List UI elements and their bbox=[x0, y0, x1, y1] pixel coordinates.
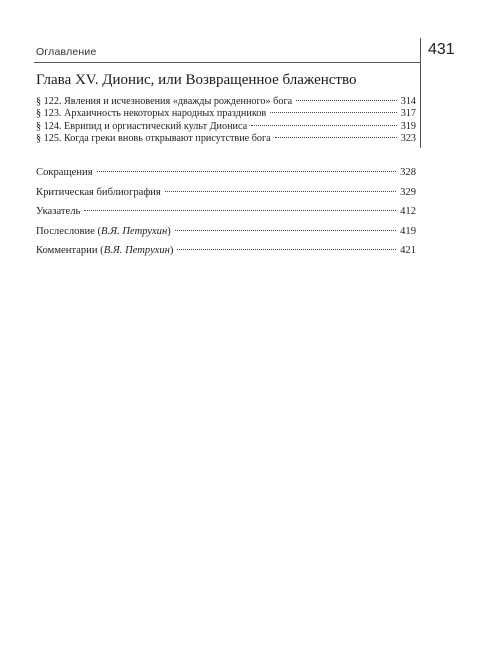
dot-leader bbox=[296, 100, 397, 101]
dot-leader bbox=[97, 171, 397, 172]
toc-entry-title: Критическая библиография bbox=[36, 186, 161, 198]
dot-leader bbox=[177, 249, 396, 250]
toc-entry-title: Сокращения bbox=[36, 167, 93, 178]
toc-entry bbox=[36, 241, 416, 261]
dot-leader bbox=[251, 125, 397, 126]
toc-entry bbox=[36, 121, 416, 133]
dot-leader bbox=[84, 210, 396, 211]
toc-entry-title: § 125. Когда греки вновь открывают присутствие бога bbox=[36, 133, 271, 145]
toc-entry bbox=[36, 133, 416, 145]
backmatter-list bbox=[36, 163, 416, 261]
toc-entry-page: 314 bbox=[400, 96, 416, 107]
toc-entry-page: 419 bbox=[400, 225, 416, 237]
toc-entry-author: В.Я. Петрухин bbox=[103, 245, 170, 257]
header-rule bbox=[34, 62, 420, 63]
toc-entry bbox=[36, 108, 416, 120]
dot-leader bbox=[175, 230, 396, 231]
page-number: 431 bbox=[428, 41, 455, 58]
toc-entry bbox=[36, 163, 416, 183]
dot-leader bbox=[270, 112, 397, 113]
toc-entry bbox=[36, 183, 416, 203]
toc-entry-title: § 123. Архаичность некоторых народных праздников bbox=[36, 108, 267, 120]
toc-entry-page: 317 bbox=[400, 108, 416, 120]
toc-entry-title: § 124. Еврипид и оргиастический культ Диониса bbox=[36, 120, 248, 132]
toc-entry-page: 412 bbox=[400, 206, 416, 218]
toc-entry-author: В.Я. Петрухин bbox=[101, 225, 168, 237]
dot-leader bbox=[165, 191, 396, 192]
dot-leader bbox=[275, 137, 397, 138]
margin-rule bbox=[420, 38, 421, 148]
toc-entry-title: § 122. Явления и исчезновения «дважды рожденного» бога bbox=[36, 96, 293, 107]
toc-entry-page: 328 bbox=[400, 167, 416, 178]
toc-entry bbox=[36, 96, 416, 108]
toc-entry bbox=[36, 202, 416, 222]
toc-entry-page: 329 bbox=[400, 186, 416, 198]
toc-entry-page: 323 bbox=[400, 133, 416, 145]
toc-entry-title: Указатель bbox=[36, 206, 81, 218]
toc-entry-page: 319 bbox=[400, 120, 416, 132]
toc-entry-page: 421 bbox=[400, 245, 416, 257]
toc-entry-title: Комментарии (В.Я. Петрухин) bbox=[36, 245, 174, 257]
running-head: Оглавление bbox=[36, 46, 97, 58]
chapter-title: Глава XV. Дионис, или Возвращенное блаженство bbox=[36, 72, 357, 88]
section-list bbox=[36, 96, 416, 146]
toc-entry bbox=[36, 222, 416, 242]
toc-entry-title: Послесловие (В.Я. Петрухин) bbox=[36, 225, 171, 237]
